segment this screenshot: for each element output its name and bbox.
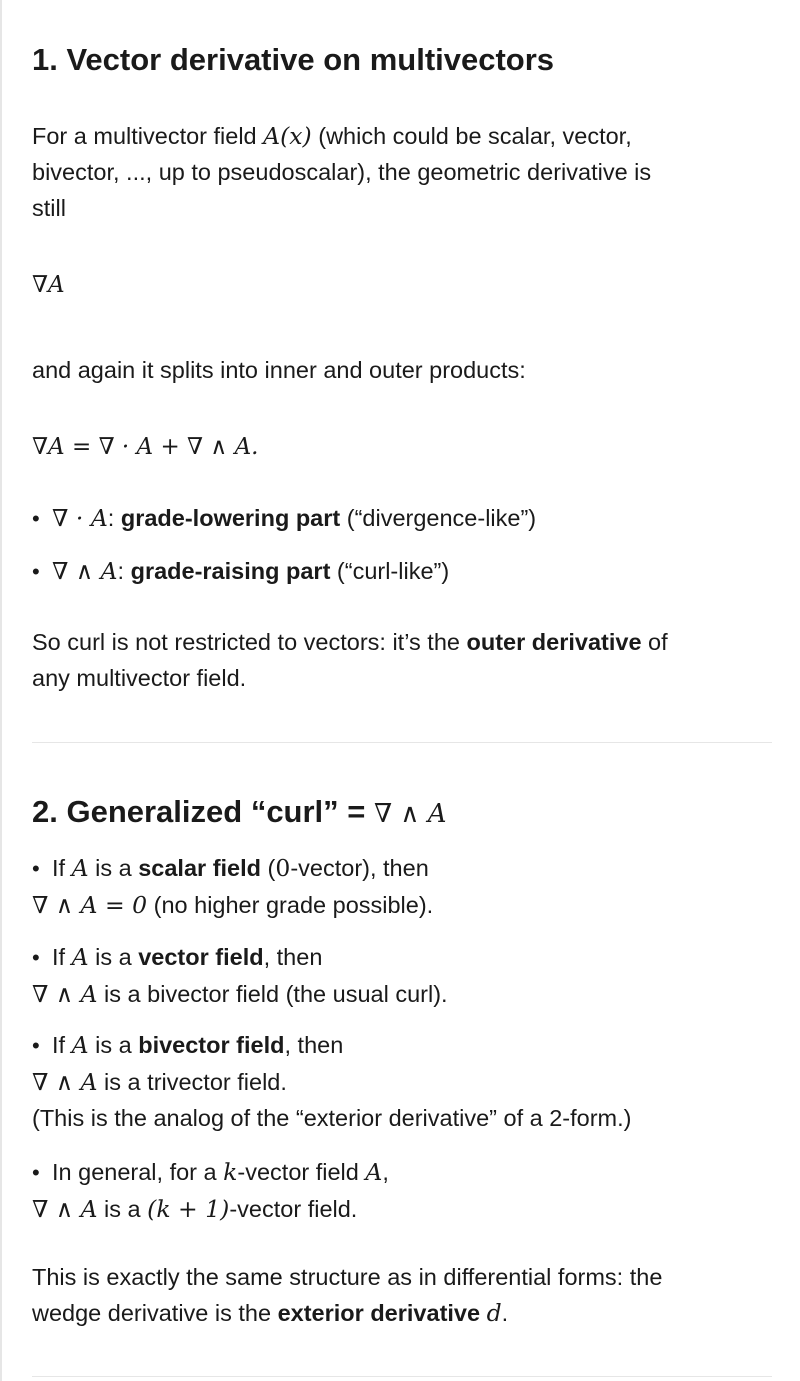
item-text: (no higher grade possible).: [147, 892, 434, 918]
section1-conclusion: [32, 624, 768, 696]
item-math: (k + 1): [147, 1195, 230, 1223]
bullet-dot: •: [32, 856, 40, 881]
bullet-colon: :: [117, 558, 131, 584]
bullet-dot: •: [32, 506, 40, 531]
bullet-rest: (“curl-like”): [330, 558, 450, 584]
item-text: is a bivector field (the usual curl).: [97, 981, 448, 1007]
item-math: A: [71, 943, 89, 971]
bullet-dot: •: [32, 559, 40, 584]
section1-heading: 1. Vector derivative on multivectors: [32, 42, 555, 77]
section2-heading-text: 2. Generalized “curl” =: [32, 794, 374, 829]
final-text-c: .: [501, 1300, 509, 1326]
item-text: is a trivector field.: [97, 1069, 287, 1095]
item-math: ∇ ∧ A = 0: [32, 891, 148, 919]
item-text: -vector field: [237, 1159, 366, 1185]
item-text: ,: [382, 1159, 389, 1185]
bullet-math: ∇ · A: [52, 504, 108, 532]
item-bold: bivector field: [138, 1032, 285, 1058]
list-item-bivector: [32, 1027, 768, 1136]
bullet-dot: •: [32, 945, 40, 970]
final-line1: This is exactly the same structure as in differential forms: the: [32, 1264, 663, 1290]
bullet-colon: :: [107, 505, 121, 531]
item-text: -vector field.: [229, 1196, 358, 1222]
list-item-scalar: [32, 850, 768, 923]
section-divider-bottom: [32, 1376, 772, 1377]
final-text-a: wedge derivative is the: [32, 1300, 278, 1326]
final-bold: exterior derivative: [277, 1300, 481, 1326]
item-math: A: [71, 854, 89, 882]
section2-conclusion: [32, 1259, 768, 1331]
bullet-dot: •: [32, 1160, 40, 1185]
item-text: If: [52, 944, 72, 970]
bullet-grade-raising: [32, 553, 768, 590]
item-math: A: [365, 1158, 383, 1186]
item-math: ∇ ∧ A: [32, 1068, 98, 1096]
equation-split: ∇A = ∇ · A + ∇ ∧ A.: [32, 434, 259, 460]
conclusion-text-b: of: [641, 629, 668, 655]
item-math: ∇ ∧ A: [32, 1195, 98, 1223]
item-math: 0: [275, 854, 291, 882]
section-divider: [32, 742, 772, 743]
item-text: is a: [88, 1032, 139, 1058]
conclusion-bold: outer derivative: [466, 629, 642, 655]
conclusion-text-a: So curl is not restricted to vectors: it’s the: [32, 629, 467, 655]
bullet-bold: grade-raising part: [130, 558, 331, 584]
list-item-general: [32, 1154, 768, 1227]
section2-heading-math: ∇ ∧ A: [374, 799, 447, 829]
item-text: , then: [284, 1032, 344, 1058]
item-math: k: [223, 1158, 238, 1186]
item-text: If: [52, 855, 72, 881]
conclusion-line2: any multivector field.: [32, 665, 247, 691]
intro-text-a: For a multivector field: [32, 123, 264, 149]
item-text: is a: [97, 1196, 148, 1222]
item-bold: scalar field: [138, 855, 262, 881]
item-text: , then: [263, 944, 323, 970]
list-item-vector: [32, 939, 768, 1012]
split-text: and again it splits into inner and outer products:: [32, 357, 526, 383]
section2-heading: [32, 794, 447, 830]
item-bold: vector field: [138, 944, 264, 970]
item-text: (: [261, 855, 276, 881]
item-text: (This is the analog of the “exterior derivative” of a 2-form.): [32, 1105, 632, 1131]
item-text: is a: [88, 944, 139, 970]
item-math: ∇ ∧ A: [32, 980, 98, 1008]
bullet-grade-lowering: [32, 500, 768, 537]
bullet-bold: grade-lowering part: [120, 505, 341, 531]
intro-line2: bivector, ..., up to pseudoscalar), the geometric derivative is: [32, 159, 652, 185]
left-border: [0, 0, 2, 1381]
bullet-rest: (“divergence-like”): [340, 505, 537, 531]
item-math: A: [71, 1031, 89, 1059]
intro-text-b: (which could be scalar, vector,: [311, 123, 632, 149]
item-text: is a: [88, 855, 139, 881]
final-math: d: [486, 1299, 502, 1327]
equation-nabla-a: ∇A: [32, 272, 65, 298]
item-text: In general, for a: [52, 1159, 224, 1185]
item-text: If: [52, 1032, 72, 1058]
bullet-math: ∇ ∧ A: [52, 557, 118, 585]
intro-math: A(x): [263, 122, 312, 150]
intro-line3: still: [32, 195, 66, 221]
section1-intro: [32, 118, 768, 226]
item-text: -vector), then: [290, 855, 429, 881]
bullet-dot: •: [32, 1033, 40, 1058]
